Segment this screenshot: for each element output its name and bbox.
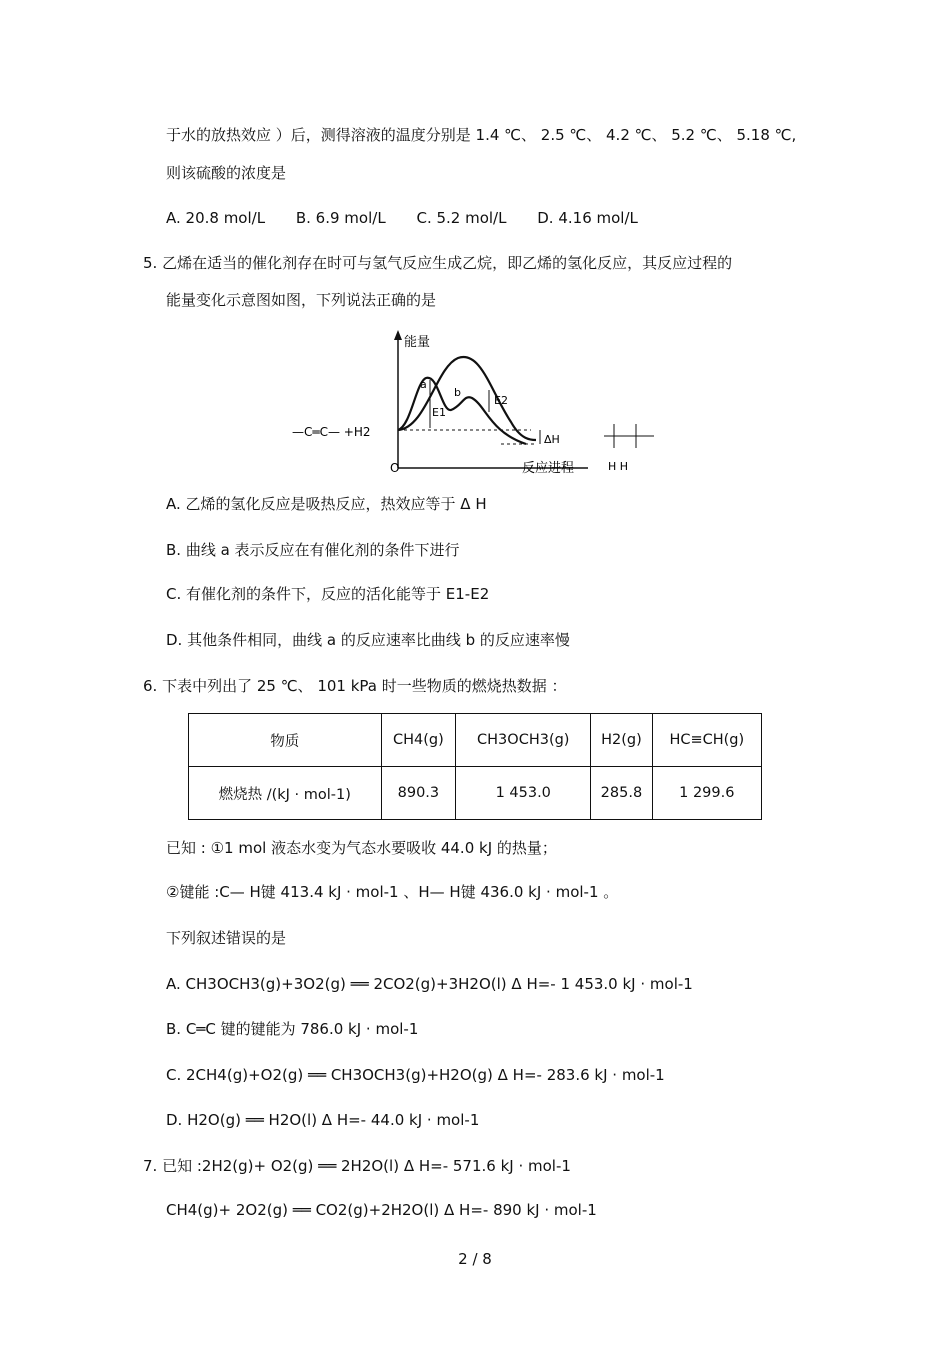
delta-h-label: ΔH xyxy=(544,433,560,446)
e2-label: E2 xyxy=(494,394,508,407)
table-cell: 1 453.0 xyxy=(456,767,591,820)
table-cell: 1 299.6 xyxy=(652,767,761,820)
q5-option-d: D. 其他条件相同，曲线 a 的反应速率比曲线 b 的反应速率慢 xyxy=(166,631,570,649)
q7-line-2: CH4(g)+ 2O2(g) ══ CO2(g)+2H2O(l) Δ H=- 890 kJ · mol-1 xyxy=(166,1201,597,1219)
progress-axis-label: 反应进程 xyxy=(522,461,575,476)
q6-ask: 下列叙述错误的是 xyxy=(166,929,287,947)
q7-line-1: 7. 已知 :2H2(g)+ O2(g) ══ 2H2O(l) Δ H=- 571.6 kJ · mol-1 xyxy=(143,1157,571,1175)
combustion-heat-table xyxy=(188,713,762,820)
table-cell: HC≡CH(g) xyxy=(652,714,761,767)
table-row xyxy=(189,767,762,820)
table-cell: 285.8 xyxy=(591,767,652,820)
table-cell: 物质 xyxy=(189,714,382,767)
q5-stem-2: 能量变化示意图如图，下列说法正确的是 xyxy=(166,291,437,309)
q6-option-c: C. 2CH4(g)+O2(g) ══ CH3OCH3(g)+H2O(g) Δ H=- 283.6 kJ · mol-1 xyxy=(166,1066,665,1084)
q5-stem-1: 5. 乙烯在适当的催化剂存在时可与氢气反应生成乙烷，即乙烯的氢化反应，其反应过程的 xyxy=(143,254,733,272)
q6-known-2: ②键能 :C— H键 413.4 kJ · mol-1 、H— H键 436.0 kJ · mol-1 。 xyxy=(166,883,619,901)
table-cell: CH3OCH3(g) xyxy=(456,714,591,767)
q6-option-d: D. H2O(g) ══ H2O(l) Δ H=- 44.0 kJ · mol-1 xyxy=(166,1111,480,1129)
q4-option-c: C. 5.2 mol/L xyxy=(416,209,507,227)
table-row xyxy=(189,714,762,767)
q6-option-a: A. CH3OCH3(g)+3O2(g) ══ 2CO2(g)+3H2O(l) Δ H=- 1 453.0 kJ · mol-1 xyxy=(166,975,693,993)
page-number: 2 / 8 xyxy=(458,1250,492,1268)
q6-option-b: B. C═C 键的键能为 786.0 kJ · mol-1 xyxy=(166,1020,419,1038)
curve-a-label: a xyxy=(420,378,427,391)
q4-option-a: A. 20.8 mol/L xyxy=(166,209,266,227)
energy-axis-label: 能量 xyxy=(404,335,431,350)
q5-option-c: C. 有催化剂的条件下，反应的活化能等于 E1-E2 xyxy=(166,585,490,603)
origin-label: O xyxy=(390,461,400,475)
q4-option-d: D. 4.16 mol/L xyxy=(537,209,638,227)
table-cell: 燃烧热 /(kJ · mol-1) xyxy=(189,767,382,820)
e1-label: E1 xyxy=(432,406,446,419)
intro-line-2: 则该硫酸的浓度是 xyxy=(166,164,287,182)
reactant-label: —C═C— +H2 xyxy=(292,425,371,439)
q4-options xyxy=(166,208,664,228)
q6-stem: 6. 下表中列出了 25 ℃、 101 kPa 时一些物质的燃烧热数据 ： xyxy=(143,677,567,695)
table-cell: 890.3 xyxy=(381,767,456,820)
curve-b-label: b xyxy=(454,386,461,399)
q6-known-1: 已知 : ①1 mol 液态水变为气态水要吸收 44.0 kJ 的热量； xyxy=(166,839,557,857)
q5-option-a: A. 乙烯的氢化反应是吸热反应，热效应等于 Δ H xyxy=(166,495,487,513)
energy-diagram xyxy=(286,322,666,482)
q4-option-b: B. 6.9 mol/L xyxy=(295,209,386,227)
table-cell: CH4(g) xyxy=(381,714,456,767)
product-h-label: H H xyxy=(608,460,629,473)
table-cell: H2(g) xyxy=(591,714,652,767)
intro-line-1: 于水的放热效应 ）后，测得溶液的温度分别是 1.4 ℃、 2.5 ℃、 4.2 ℃、 5.2 ℃、 5.18 ℃, xyxy=(166,126,797,144)
q5-option-b: B. 曲线 a 表示反应在有催化剂的条件下进行 xyxy=(166,541,460,559)
